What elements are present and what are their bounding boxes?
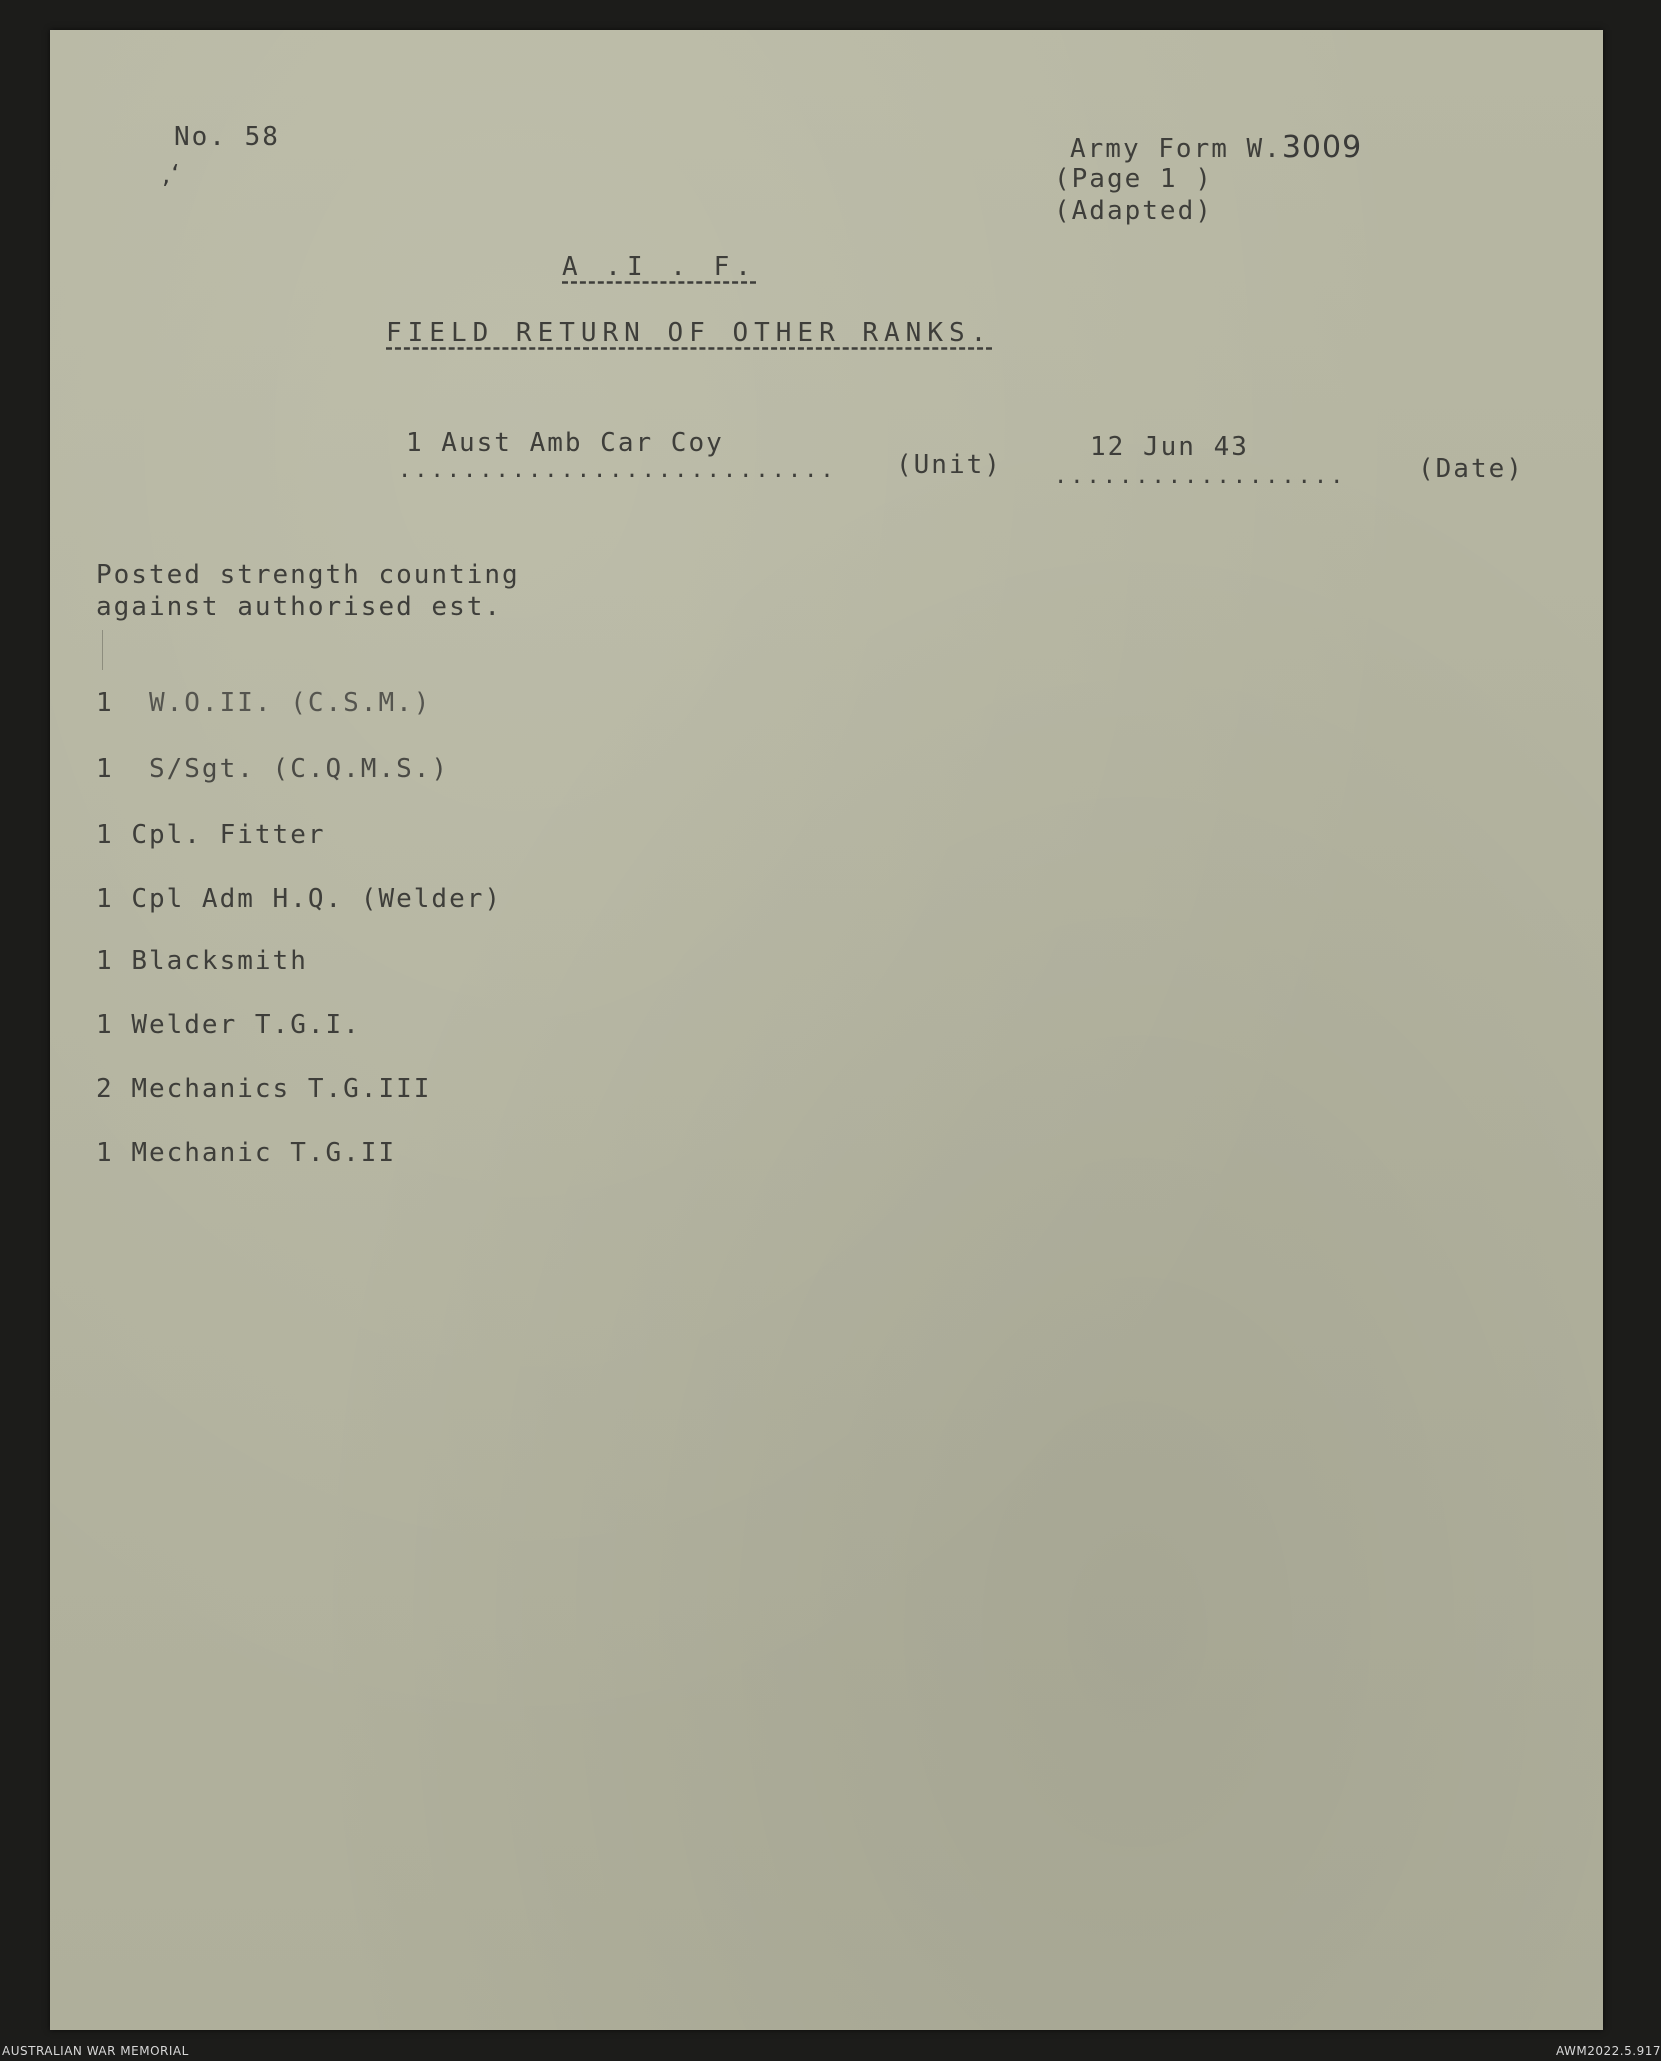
form-designation (1070, 130, 1362, 165)
list-item (96, 754, 449, 784)
list-item (96, 1010, 361, 1040)
entry-description: Mechanics T.G.III (131, 1074, 432, 1104)
pencil-margin-mark (102, 630, 103, 670)
entry-quantity: 1 (96, 754, 114, 784)
document-number (174, 122, 280, 152)
section-heading-line-2: against authorised est. (96, 592, 503, 622)
entry-description: Blacksmith (131, 946, 308, 976)
entry-quantity: 2 (96, 1074, 114, 1104)
unit-dotted-line: ........................... (398, 458, 837, 483)
document-page (50, 30, 1603, 2030)
entry-description: S/Sgt. (C.Q.M.S.) (148, 754, 450, 784)
footer-left-caption: AUSTRALIAN WAR MEMORIAL (2, 2044, 189, 2058)
form-adapted-line: (Adapted) (1054, 196, 1213, 226)
list-item (96, 820, 326, 850)
unit-label: (Unit) (896, 450, 1002, 480)
entry-quantity: 1 (96, 688, 114, 718)
entry-quantity: 1 (96, 946, 114, 976)
pencil-tick-mark: ,‘ (162, 160, 181, 190)
entry-quantity: 1 (96, 884, 114, 914)
entry-description: Welder T.G.I. (131, 1010, 361, 1040)
form-page-line: (Page 1 ) (1054, 164, 1213, 194)
entry-description: Cpl Adm H.Q. (Welder) (131, 884, 503, 914)
entry-description: Mechanic T.G.II (131, 1138, 397, 1168)
form-number-handwritten: 3009 (1281, 130, 1363, 165)
footer-right-caption: AWM2022.5.917 (1556, 2044, 1661, 2058)
list-item (96, 946, 308, 976)
entry-description: W.O.II. (C.S.M.) (148, 688, 432, 718)
section-heading-line-1: Posted strength counting (96, 560, 520, 590)
entry-quantity: 1 (96, 1010, 114, 1040)
list-item (96, 884, 502, 914)
document-subtitle: FIELD RETURN OF OTHER RANKS. (386, 318, 993, 348)
document-number-text: No. 58 (174, 122, 280, 152)
list-item (96, 1074, 431, 1104)
date-value: 12 Jun 43 (1090, 432, 1249, 462)
list-item (96, 688, 431, 718)
unit-value: 1 Aust Amb Car Coy (406, 428, 724, 458)
list-item (96, 1138, 396, 1168)
date-dotted-line: .................. (1054, 464, 1347, 489)
document-title: A .I . F. (562, 252, 757, 282)
form-line-text: Army Form W. (1070, 134, 1282, 164)
date-label: (Date) (1418, 454, 1524, 484)
entry-quantity: 1 (96, 1138, 114, 1168)
entry-description: Cpl. Fitter (131, 820, 326, 850)
entry-quantity: 1 (96, 820, 114, 850)
